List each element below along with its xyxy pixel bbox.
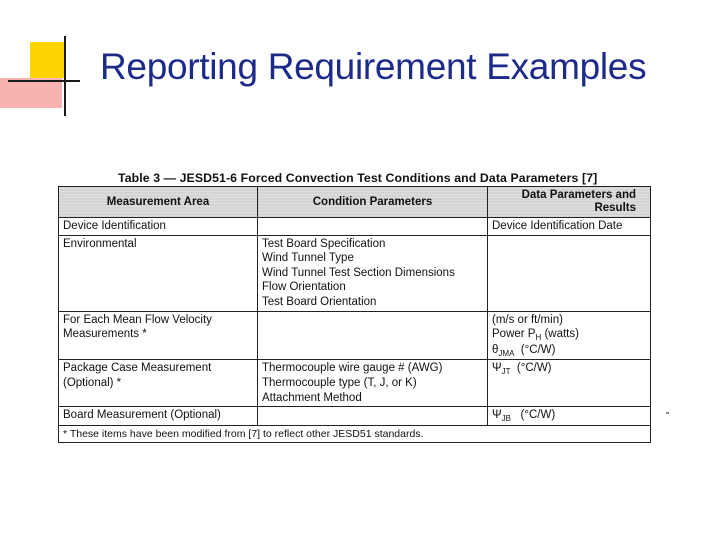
slide-title: Reporting Requirement Examples	[100, 46, 647, 87]
area-text: For Each Mean Flow Velocity	[63, 313, 212, 326]
condition-text: Flow Orientation	[262, 281, 346, 294]
theta-unit: (°C/W)	[514, 343, 556, 356]
theta-jma-text	[492, 343, 646, 359]
cell-area	[59, 218, 258, 236]
header-condition-parameters: Condition Parameters	[258, 187, 488, 218]
area-text: Environmental	[63, 237, 137, 250]
psi-unit: (°C/W)	[510, 362, 552, 375]
cell-conditions	[258, 360, 488, 407]
psi-symbol: Ψ	[492, 409, 502, 422]
psi-jt-text	[492, 361, 646, 377]
condition-text: Attachment Method	[262, 391, 362, 404]
header-data-parameters-line2: Results	[594, 202, 636, 214]
power-subscript: H	[535, 333, 542, 343]
area-text: Package Case Measurement	[63, 362, 212, 375]
power-prefix: Power P	[492, 328, 536, 341]
condition-text: Wind Tunnel Type	[262, 252, 354, 265]
cell-results	[488, 311, 651, 360]
header-data-parameters-line1: Data Parameters and	[521, 189, 636, 201]
table-caption: Table 3 — JESD51-6 Forced Convection Test Conditions and Data Parameters [7]	[118, 171, 598, 185]
table-row	[59, 218, 651, 236]
condition-text: Test Board Orientation	[262, 295, 377, 308]
table-footnote: * These items have been modified from [7] to reflect other JESD51 standards.	[59, 425, 651, 443]
cell-results	[488, 360, 651, 407]
power-text	[492, 327, 646, 343]
title-decoration-vertical-line	[64, 36, 66, 116]
cell-area	[59, 407, 258, 426]
theta-subscript: JMA	[498, 348, 515, 358]
condition-text: Wind Tunnel Test Section Dimensions	[262, 266, 455, 279]
area-text: Device Identification	[63, 220, 166, 232]
scan-artifact	[666, 412, 669, 414]
condition-text: Test Board Specification	[262, 237, 386, 250]
cell-conditions	[258, 311, 488, 360]
table-footnote-row	[59, 425, 651, 443]
jesd51-6-table	[58, 186, 651, 443]
table-row	[59, 311, 651, 360]
cell-results	[488, 218, 651, 236]
table-row	[59, 407, 651, 426]
psi-subscript: JT	[501, 367, 511, 377]
psi-symbol: Ψ	[492, 362, 502, 375]
cell-area	[59, 235, 258, 311]
psi-jb-text	[492, 408, 646, 424]
table-row	[59, 235, 651, 311]
condition-text: Thermocouple wire gauge # (AWG)	[262, 362, 443, 375]
result-text: Device Identification Date	[492, 220, 623, 232]
psi-unit: (°C/W)	[510, 409, 556, 422]
cell-conditions	[258, 407, 488, 426]
header-data-parameters	[488, 187, 651, 218]
header-measurement-area: Measurement Area	[59, 187, 258, 218]
cell-area	[59, 360, 258, 407]
title-decoration-horizontal-line	[8, 80, 80, 82]
cell-results	[488, 407, 651, 426]
psi-subscript: JB	[501, 414, 511, 424]
power-unit: (watts)	[541, 328, 579, 341]
table-row	[59, 360, 651, 407]
cell-results	[488, 235, 651, 311]
cell-conditions	[258, 235, 488, 311]
cell-conditions	[258, 218, 488, 236]
title-decoration-pink-square	[0, 78, 62, 108]
condition-text: Thermocouple type (T, J, or K)	[262, 376, 417, 389]
velocity-unit-text: (m/s or ft/min)	[492, 313, 563, 326]
area-text: (Optional) *	[63, 376, 122, 389]
cell-area	[59, 311, 258, 360]
area-text: Measurements *	[63, 328, 147, 341]
table-header-row	[59, 187, 651, 218]
theta-symbol: θ	[492, 343, 499, 356]
area-text: Board Measurement (Optional)	[63, 409, 221, 422]
title-decoration-yellow-square	[30, 42, 64, 78]
